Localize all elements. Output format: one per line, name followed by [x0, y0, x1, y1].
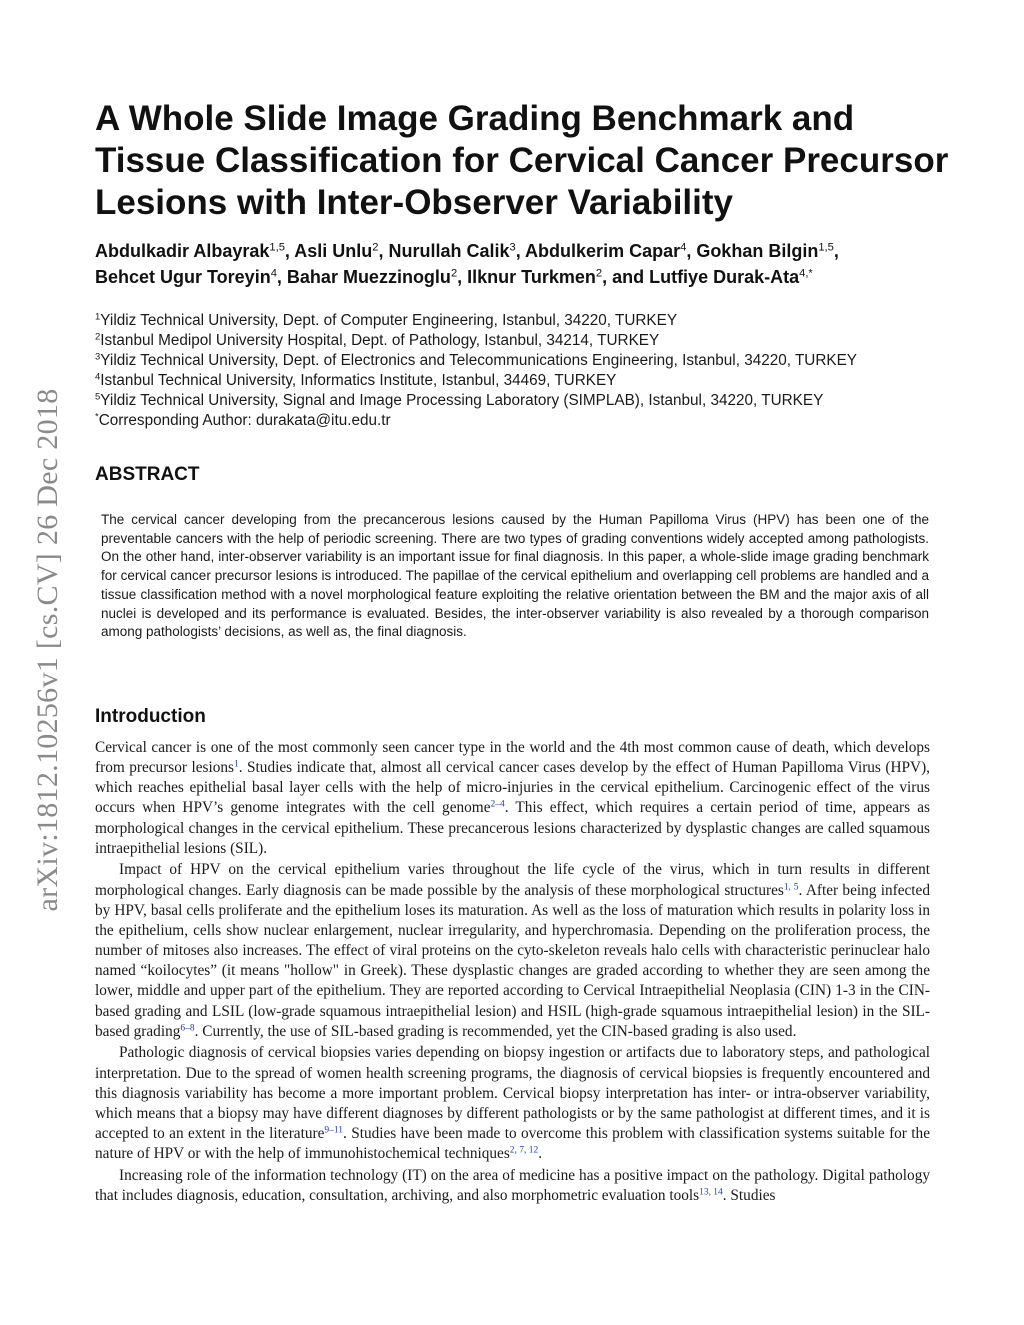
introduction-heading: Introduction	[95, 706, 206, 727]
citation-link[interactable]: 2, 7, 12	[509, 1145, 539, 1156]
author-name: Abdulkadir Albayrak	[95, 241, 270, 261]
paragraph-text: Pathologic diagnosis of cervical biopsies varies depending on biopsy ingestion or artifacts due to laboratory steps, and pathological interpretation. Due to the spread of women health screening programs, the diagnosis of cervical biopsies is frequently encountered and this diagnosis variability has become a more important problem. Cervical biopsy interpretation has inter- or intra-observer variability, which means that a biopsy may have different diagnoses by different pathologists or by the same pathologist at different times, and it is accepted to an extent in the literature	[95, 1044, 930, 1142]
affiliation-mark: *	[95, 411, 99, 423]
paragraph-text: . Studies	[722, 1186, 776, 1204]
author-line	[95, 264, 945, 290]
affiliation-text: Istanbul Technical University, Informatics Institute, Istanbul, 34469, TURKEY	[100, 372, 617, 389]
citation-link[interactable]: 6–8	[180, 1023, 195, 1033]
citation-link[interactable]: 1	[233, 759, 239, 770]
introduction-paragraph	[95, 1043, 930, 1164]
title-line: A Whole Slide Image Grading Benchmark and	[95, 99, 855, 138]
author-affiliation-mark: 1,5	[269, 241, 285, 254]
author-affiliation-mark: 2	[450, 267, 458, 280]
citation-link[interactable]: 2–4	[490, 799, 505, 810]
author-name: , and Lutfiye Durak-Ata	[602, 267, 800, 287]
citation-link[interactable]: 1, 5	[783, 881, 799, 892]
paper-title	[95, 98, 955, 224]
paragraph-text: . Studies have been made to overcome this problem with classification systems suitable for the nature of HPV or with the help of immunohistochemical techniques	[95, 1124, 930, 1163]
author-affiliation-mark: 4	[680, 241, 687, 254]
affiliation-text: Yildiz Technical University, Dept. of Computer Engineering, Istanbul, 34220, TURKEY	[100, 312, 678, 329]
author-line	[95, 238, 945, 264]
affiliation-mark: 5	[95, 391, 101, 403]
paragraph-text: . Studies indicate that, almost all cervical cancer cases develop by the effect of Human Papilloma Virus (HPV), which reaches epithelial basal layer cells with the help of micro-injuries in the cervical epithelium. Carcinogenic effect of the virus occurs when HPV’s genome integrates with the cell genome	[95, 759, 930, 817]
author-name: , Bahar Muezzinoglu	[276, 267, 451, 287]
paragraph-text: . This effect, which requires a certain period of time, appears as morphological changes in the cervical epithelium. These precancerous lesions characterized by dysplastic changes are called squamous intraepithelial lesions (SIL).	[95, 799, 930, 857]
author-name: , Asli Unlu	[284, 241, 373, 261]
paragraph-text: . Currently, the use of SIL-based grading is recommended, yet the CIN-based grading is also used.	[194, 1022, 797, 1040]
introduction-paragraph	[95, 1166, 930, 1206]
affiliation-item	[95, 331, 955, 351]
author-name: Behcet Ugur Toreyin	[95, 267, 271, 287]
author-affiliation-mark: 1,5	[818, 241, 834, 254]
paragraph-text: Impact of HPV on the cervical epithelium varies throughout the life cycle of the virus, which in turn results in different morphological changes. Early diagnosis can be made possible by the analysis of these morphological structures	[95, 861, 930, 899]
affiliation-text: Yildiz Technical University, Signal and Image Processing Laboratory (SIMPLAB), Istanbul, 34220, TURKEY	[100, 392, 824, 409]
affiliation-item	[95, 351, 955, 371]
paragraph-text: Increasing role of the information technology (IT) on the area of medicine has a positive impact on the pathology. Digital pathology that includes diagnosis, education, consultation, archiving, and also morphometric evaluation tools	[95, 1166, 930, 1204]
author-affiliation-mark: 4	[270, 267, 277, 280]
affiliation-item	[95, 311, 955, 331]
paragraph-text: .	[538, 1145, 543, 1163]
author-list	[95, 238, 945, 290]
introduction-paragraph	[95, 738, 930, 859]
citation-link[interactable]: 9–11	[324, 1125, 343, 1136]
affiliation-list	[95, 311, 955, 431]
introduction-body	[95, 738, 930, 1208]
author-affiliation-mark: 3	[509, 241, 516, 254]
citation-link[interactable]: 13, 14	[699, 1187, 723, 1198]
affiliation-item	[95, 391, 955, 411]
author-name: , Gokhan Bilgin	[686, 241, 819, 261]
introduction-paragraph	[95, 860, 930, 1041]
affiliation-text: Yildiz Technical University, Dept. of Electronics and Telecommunications Engineering, Istanbul, 34220, TURKEY	[100, 352, 858, 369]
paragraph-text: Cervical cancer is one of the most commonly seen cancer type in the world and the 4th most common cause of death, which develops from precursor lesions	[95, 739, 930, 777]
paragraph-text: . After being infected by HPV, basal cells proliferate and the epithelium loses its maturation. As well as the loss of maturation which results in polarity loss in the epithelium, cells show nuclear enlargement, nuclear irregularity, and hyperchromasia. Depending on the proliferation process, the number of mitoses also increases. The effect of viral proteins on the cyto-skeleton reveals halo cells with characteristic perinuclear halo named “koilocytes” (it means "hollow" in Greek). These dysplastic changes are graded according to whether they are seen among the lower, middle and upper part of the epithelium. They are reported according to Cervical Intraepithelial Neoplasia (CIN) 1-3 in the CIN-based grading and LSIL (low-grade squamous intraepithelial lesion) and HSIL (high-grade squamous intraepithelial lesion) in the SIL-based grading	[95, 881, 930, 1040]
author-affiliation-mark: 2	[595, 267, 603, 280]
affiliation-item	[95, 411, 955, 431]
author-name: , Ilknur Turkmen	[457, 267, 596, 287]
author-affiliation-mark: 4,*	[799, 267, 813, 280]
abstract-heading: ABSTRACT	[95, 464, 200, 485]
title-line: Tissue Classification for Cervical Cancer Precursor	[95, 141, 949, 180]
affiliation-text: Corresponding Author: durakata@itu.edu.tr	[98, 412, 391, 429]
affiliation-mark: 1	[95, 311, 101, 323]
affiliation-mark: 2	[95, 331, 101, 343]
abstract-body: The cervical cancer developing from the precancerous lesions caused by the Human Papilloma Virus (HPV) has been one of the preventable cancers with the help of periodic screening. There are two types of grading conventions widely accepted among pathologists. On the other hand, inter-observer variability is an important issue for final diagnosis. In this paper, a whole-slide image grading benchmark for cervical cancer precursor lesions is introduced. The papillae of the cervical epithelium and overlapping cell problems are handled and a tissue classification method with a novel morphological feature exploiting the relative orientation between the BM and the major axis of all nuclei is developed and its performance is evaluated. Besides, the inter-observer variability is also revealed by a thorough comparison among pathologists’ decisions, as well as, the final diagnosis.	[101, 512, 929, 640]
title-line: Lesions with Inter-Observer Variability	[95, 183, 733, 222]
author-name: , Abdulkerim Capar	[515, 241, 681, 261]
arxiv-identifier: arXiv:1812.10256v1 [cs.CV] 26 Dec 2018	[31, 388, 64, 912]
affiliation-mark: 3	[95, 351, 101, 363]
affiliation-mark: 4	[95, 371, 101, 383]
author-separator: ,	[833, 241, 839, 261]
affiliation-item	[95, 371, 955, 391]
author-affiliation-mark: 2	[372, 241, 379, 254]
author-name: , Nurullah Calik	[378, 241, 510, 261]
affiliation-text: Istanbul Medipol University Hospital, Dept. of Pathology, Istanbul, 34214, TURKEY	[100, 332, 660, 349]
